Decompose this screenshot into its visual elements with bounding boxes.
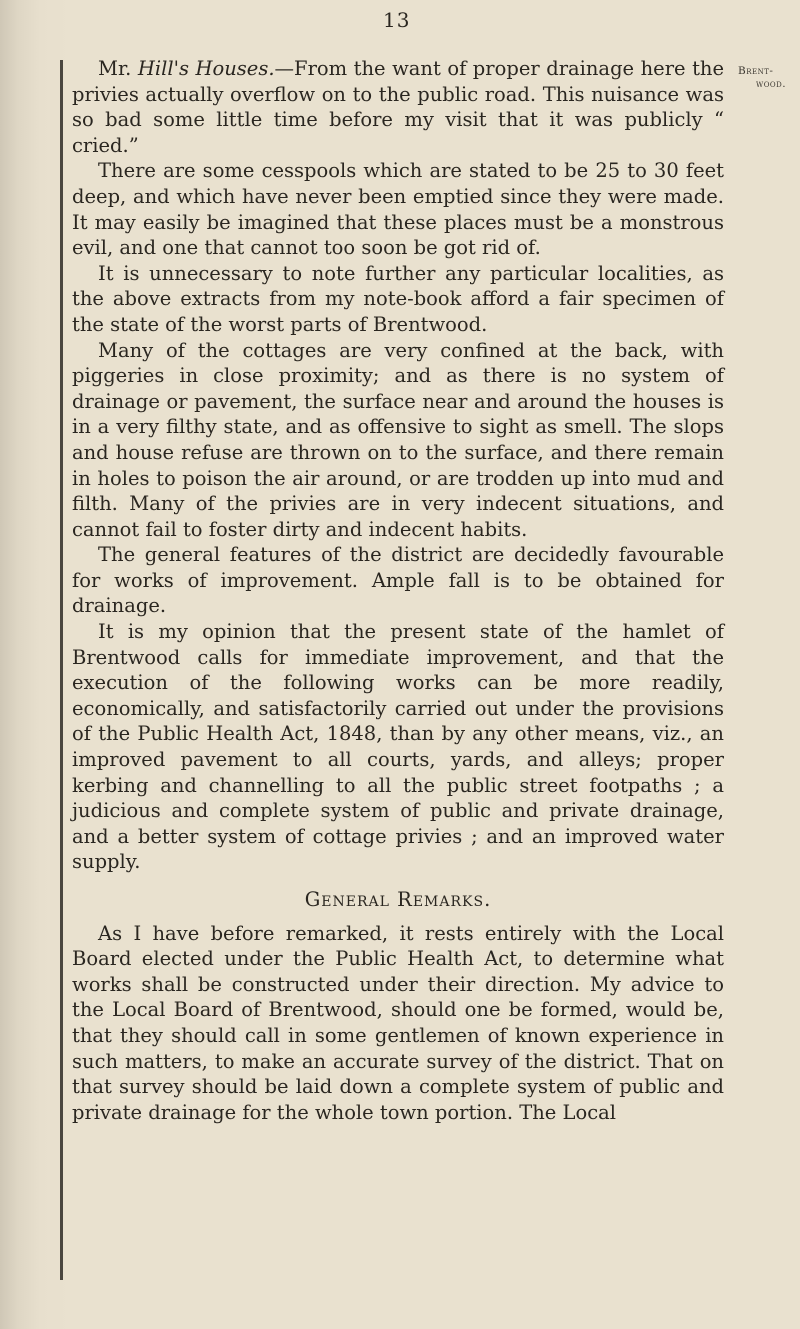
section-heading: General Remarks.: [304, 888, 492, 911]
paragraph-localities: It is unnecessary to note further any particular localities, as the above extracts from my note-book afford a fair specimen of the state of the worst parts of Brentwood.: [72, 261, 724, 336]
paragraph-cesspools: There are some cesspools which are stated to be 25 to 30 feet deep, and which have never been emptied since they were made. It may easily be imagined that these places must be a monstrous evil, and one that cannot too soon be got rid of.: [72, 159, 724, 260]
italic-place-name: Hill's Houses.: [137, 57, 275, 80]
paragraph-opinion: It is my opinion that the present state of the hamlet of Brentwood calls for immediate improvement, and that the execution of the following works can be more readily, economically, and satisfactorily carried out under the provisions of the Public Health Act, 1848, than by any other means, viz., an improved pavement to all courts, yards, and alleys; proper kerbing and channelling to all the public street footpaths ; a judicious and complete system of public and private drainage, and a better system of cottage privies ; and an improved water supply.: [72, 620, 724, 874]
body-text: [72, 56, 724, 1125]
page-number: 13: [383, 8, 411, 32]
paragraph-cottages: Many of the cottages are very confined at the back, with piggeries in close proximity; and as there is no system of drainage or pavement, the surface near and around the houses is in a very filthy state, and as offensive to sight as smell. The slops and house refuse are thrown on to the surface, and there remain in holes to poison the air around, or are trodden up into mud and filth. Many of the privies are in very indecent situations, and cannot fail to foster dirty and indecent habits.: [72, 338, 724, 541]
binding-edge: [60, 60, 63, 1280]
paragraph-local-board: As I have before remarked, it rests entirely with the Local Board elected under the Public Health Act, to determine what works shall be constructed under their direction. My advice to the Local Board of Brentwood, should one be formed, would be, that they should call in some gentlemen of known experience in such matters, to make an accurate survey of the district. That on that survey should be laid down a complete system of public and private drainage for the whole town portion. The Local: [72, 921, 724, 1124]
paragraph-body: —From the want of proper drainage here the privies actually overflow on to the public road. This nuisance was so bad some little time before my visit that it was publicly “ cried.”: [72, 57, 725, 157]
margin-note-line-1: Brent-: [738, 65, 774, 77]
paragraph-hills-houses: [72, 56, 724, 158]
paragraph-lead: Mr.: [98, 57, 138, 80]
paragraph-district-features: The general features of the district are decidedly favourable for works of improvement. Ample fall is to be obtained for drainage.: [72, 543, 724, 618]
margin-note: [738, 65, 796, 90]
margin-note-line-2: wood.: [756, 77, 787, 90]
